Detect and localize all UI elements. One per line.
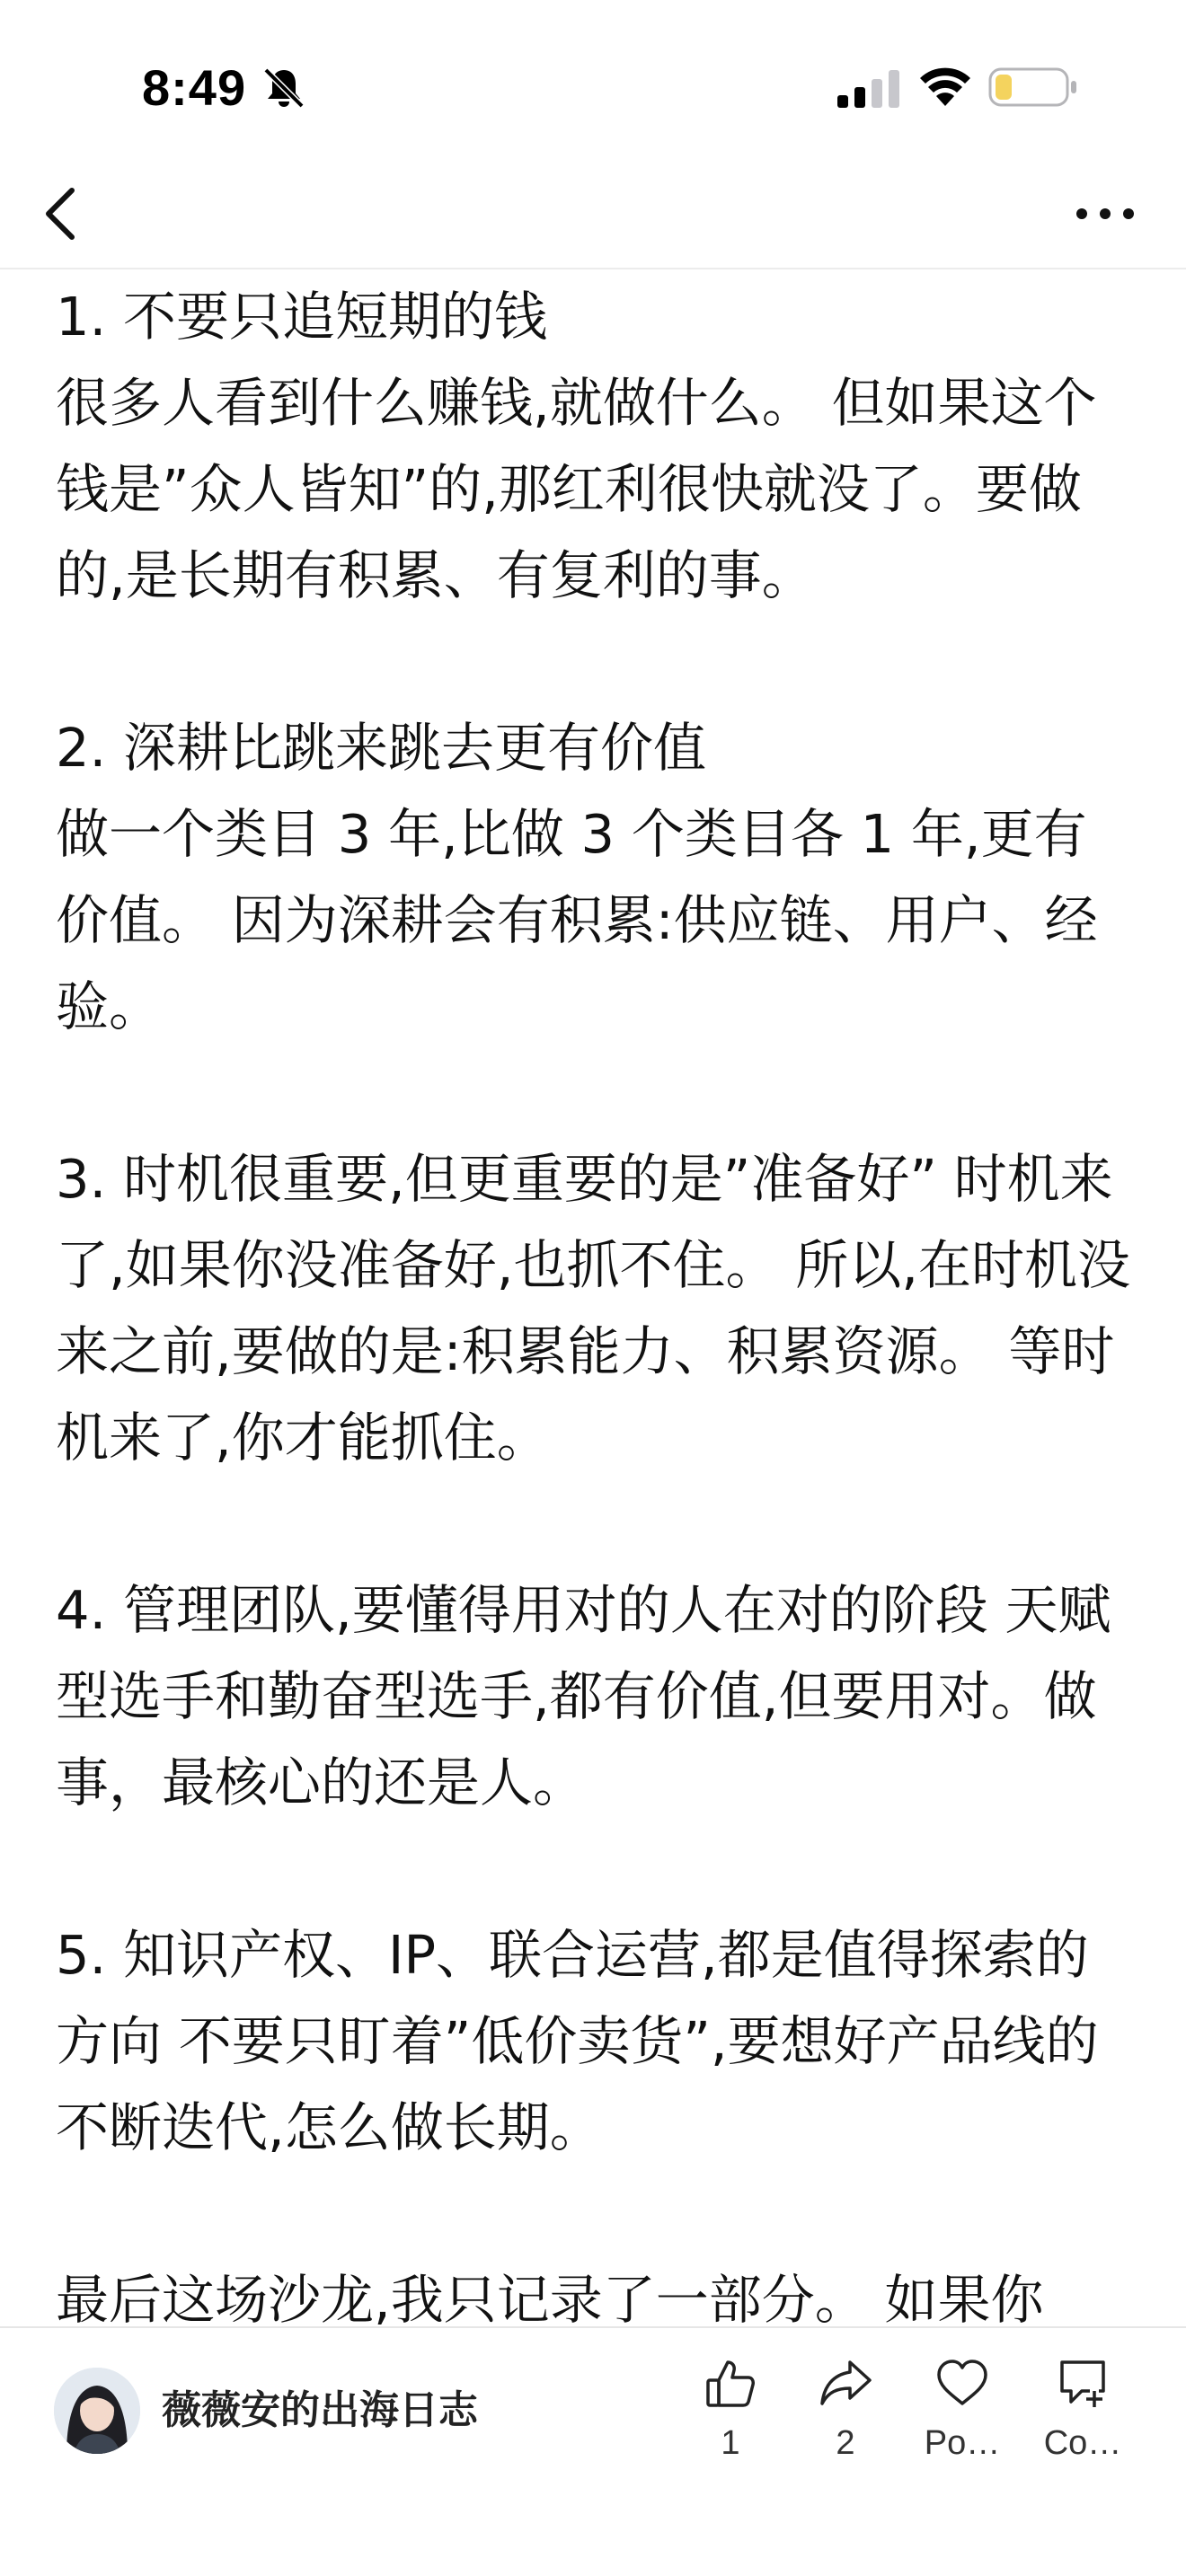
ellipsis-icon[interactable] [1069,187,1141,241]
article-body [56,274,1134,2326]
avatar-image [54,2368,140,2454]
wifi-icon [918,63,972,108]
article-paragraph: 2. 深耕比跳来跳去更有价值 做一个类目 3 年,比做 3 个类目各 1 年,更有价值。 因为深耕会有积累:供应链、用户、经验。 [56,717,1098,1037]
bottom-action-bar [0,2326,1186,2576]
post-button[interactable] [904,2355,1021,2508]
author-name[interactable]: 薇薇安的出海日志 [162,2387,478,2433]
share-button[interactable] [787,2355,904,2508]
paragraph-spacer [56,1050,1134,1136]
nav-bar [0,162,1186,269]
like-count: 1 [721,2424,740,2462]
like-button[interactable] [672,2355,789,2508]
share-count: 2 [836,2424,855,2462]
comment-button[interactable] [1024,2355,1141,2508]
article-paragraph: 4. 管理团队,要懂得用对的人在对的阶段 天赋型选手和勤奋型选手,都有价值,但要用对。做事，最核心的还是人。 [56,1579,1111,1813]
heart-icon [934,2355,990,2411]
status-time: 8:49 [142,59,247,116]
paragraph-spacer [56,2171,1134,2257]
chevron-left-icon[interactable] [36,181,90,246]
bell-off-icon [261,65,307,111]
avatar[interactable] [54,2368,140,2454]
paragraph-spacer [56,1481,1134,1567]
comment-add-icon [1055,2355,1111,2411]
post-label: Po… [924,2424,1001,2462]
status-bar [0,0,1186,162]
comment-label: Co… [1043,2424,1122,2462]
paragraph-spacer [56,1826,1134,1912]
signal-icon [837,70,900,108]
battery-icon [988,66,1078,108]
article-paragraph: 1. 不要只追短期的钱 很多人看到什么赚钱,就做什么。 但如果这个钱是”众人皆知”的,那红利很快就没了。要做的,是长期有积累、有复利的事。 [56,286,1097,606]
article-paragraph: 5. 知识产权、IP、联合运营,都是值得探索的方向 不要只盯着”低价卖货”,要想好产品线的不断迭代,怎么做长期。 [56,1924,1099,2158]
article-paragraph: 3. 时机很重要,但更重要的是”准备好” 时机来了,如果你没准备好,也抓不住。 所以,在时机没来之前,要做的是:积累能力、积累资源。 等时机来了,你才能抓住。 [56,1148,1131,1469]
thumbs-up-icon [703,2355,758,2411]
paragraph-spacer [56,619,1134,705]
share-icon [818,2355,873,2411]
article-paragraph: 最后这场沙龙,我只记录了一部分。 如果你 [56,2269,1044,2326]
